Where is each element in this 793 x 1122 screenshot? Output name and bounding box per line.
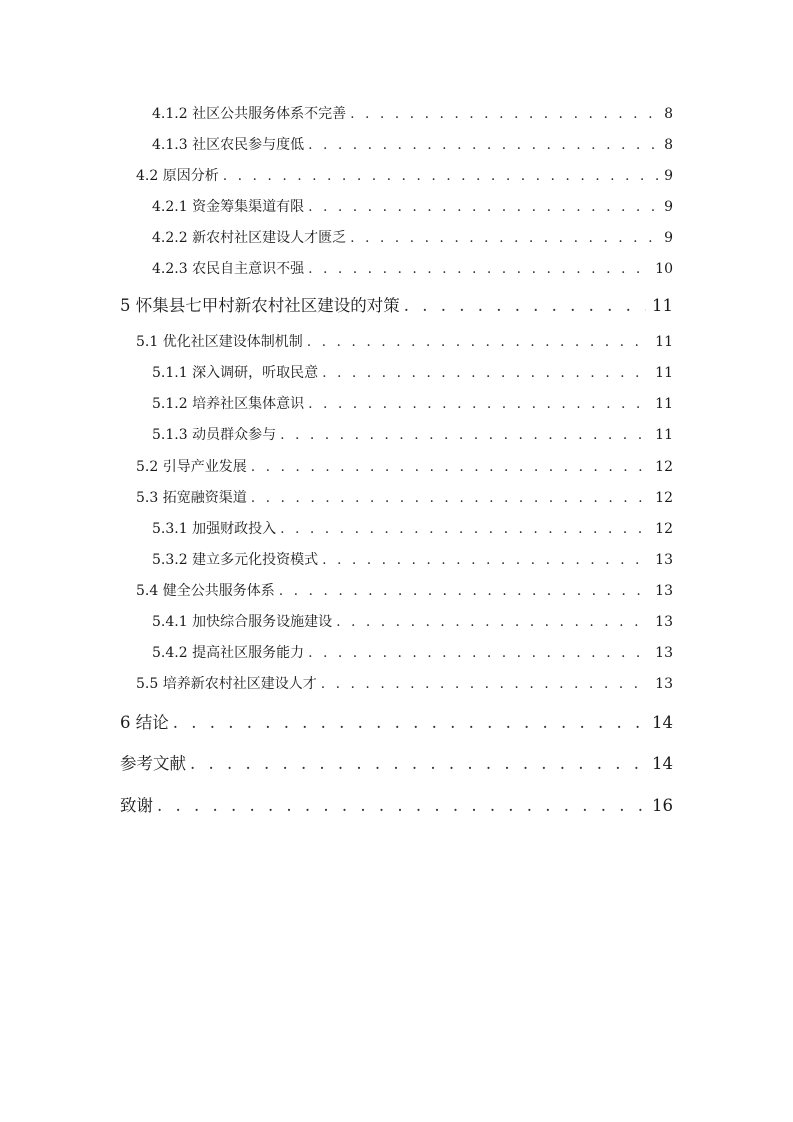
toc-page-number: 13 [655,583,673,599]
toc-entry-4-1-3[interactable] [152,134,673,154]
toc-entry-label: 5.1 优化社区建设体制机制 [136,334,303,350]
dot-leader [280,521,649,537]
dot-leader [307,334,649,350]
toc-entry-5-3-2[interactable] [152,549,673,569]
dot-leader [308,396,649,412]
toc-entry-5-3[interactable] [136,487,673,507]
toc-page-number: 13 [655,552,673,568]
toc-page-number: 9 [664,168,673,184]
toc-entry-4-2-3[interactable] [152,258,673,278]
toc-entry-label: 5.3 拓宽融资渠道 [136,490,247,506]
toc-entry-5-3-1[interactable] [152,518,673,538]
dot-leader [308,199,658,215]
toc-page-number: 11 [655,334,673,350]
dot-leader [279,583,649,599]
dot-leader [404,296,646,315]
dot-leader [336,614,649,630]
toc-page-number: 13 [655,676,673,692]
toc-entry-4-1-2[interactable] [152,103,673,123]
toc-entry-4-2-1[interactable] [152,196,673,216]
toc-entry-5-4-2[interactable] [152,642,673,662]
toc-entry-label: 致谢 [120,796,153,815]
dot-leader [173,713,646,732]
toc-entry-label: 参考文献 [120,754,186,773]
dot-leader [251,459,649,475]
toc-page-number: 12 [655,490,673,506]
dot-leader [321,676,649,692]
toc-entry-references[interactable] [120,750,673,774]
toc-entry-chapter-6[interactable] [120,709,673,733]
dot-leader [157,796,646,815]
dot-leader [251,490,649,506]
toc-entry-label: 5.4 健全公共服务体系 [136,583,275,599]
dot-leader [308,645,649,661]
toc-page-number: 10 [655,261,673,277]
toc-entry-label: 4.1.3 社区农民参与度低 [152,137,305,153]
dot-leader [223,168,658,184]
toc-page-number: 11 [655,427,673,443]
dot-leader [350,106,658,122]
toc-entry-chapter-5[interactable] [120,292,673,316]
toc-entry-4-2-2[interactable] [152,227,673,247]
toc-entry-label: 5.1.2 培养社区集体意识 [152,396,305,412]
toc-page-number: 13 [655,645,673,661]
toc-entry-label: 4.2.3 农民自主意识不强 [152,261,305,277]
dot-leader [308,261,649,277]
toc-entry-label: 5.3.2 建立多元化投资模式 [152,552,319,568]
toc-page-number: 16 [652,796,673,815]
toc-entry-5-4-1[interactable] [152,611,673,631]
toc-page-number: 11 [652,296,673,315]
dot-leader [350,230,658,246]
toc-page-number: 9 [664,199,673,215]
toc-entry-label: 4.2.2 新农村社区建设人才匮乏 [152,230,347,246]
toc-entry-label: 5.2 引导产业发展 [136,459,247,475]
toc-entry-label: 6 结论 [120,713,169,732]
toc-entry-5-5[interactable] [136,673,673,693]
toc-page-number: 8 [664,137,673,153]
toc-entry-5-1-3[interactable] [152,424,673,444]
toc-entry-label: 4.2 原因分析 [136,168,219,184]
toc-page-number: 9 [664,230,673,246]
toc-page-number: 11 [655,396,673,412]
toc-page-number: 12 [655,521,673,537]
toc-page-number: 13 [655,614,673,630]
dot-leader [308,137,658,153]
toc-page-number: 14 [652,754,673,773]
toc-entry-5-4[interactable] [136,580,673,600]
toc-entry-5-1-2[interactable] [152,393,673,413]
toc-entry-5-1[interactable] [136,331,673,351]
toc-page-number: 12 [655,459,673,475]
toc-page-number: 11 [655,365,673,381]
toc-entry-4-2[interactable] [136,165,673,185]
toc-entry-label: 4.1.2 社区公共服务体系不完善 [152,106,347,122]
toc-entry-label: 5.4.1 加快综合服务设施建设 [152,614,333,630]
toc-page-number: 14 [652,713,673,732]
toc-entry-5-1-1[interactable] [152,362,673,382]
toc-entry-label: 5.1.3 动员群众参与 [152,427,277,443]
dot-leader [322,365,649,381]
dot-leader [190,754,646,773]
toc-entry-label: 5 怀集县七甲村新农村社区建设的对策 [120,296,400,315]
toc-entry-acknowledgements[interactable] [120,792,673,816]
toc-page-number: 8 [664,106,673,122]
dot-leader [280,427,649,443]
toc-entry-label: 5.1.1 深入调研，听取民意 [152,365,319,381]
toc-entry-label: 5.3.1 加强财政投入 [152,521,277,537]
toc-entry-label: 5.4.2 提高社区服务能力 [152,645,305,661]
dot-leader [322,552,649,568]
toc-entry-label: 4.2.1 资金筹集渠道有限 [152,199,305,215]
toc-entry-label: 5.5 培养新农村社区建设人才 [136,676,317,692]
toc-entry-5-2[interactable] [136,456,673,476]
